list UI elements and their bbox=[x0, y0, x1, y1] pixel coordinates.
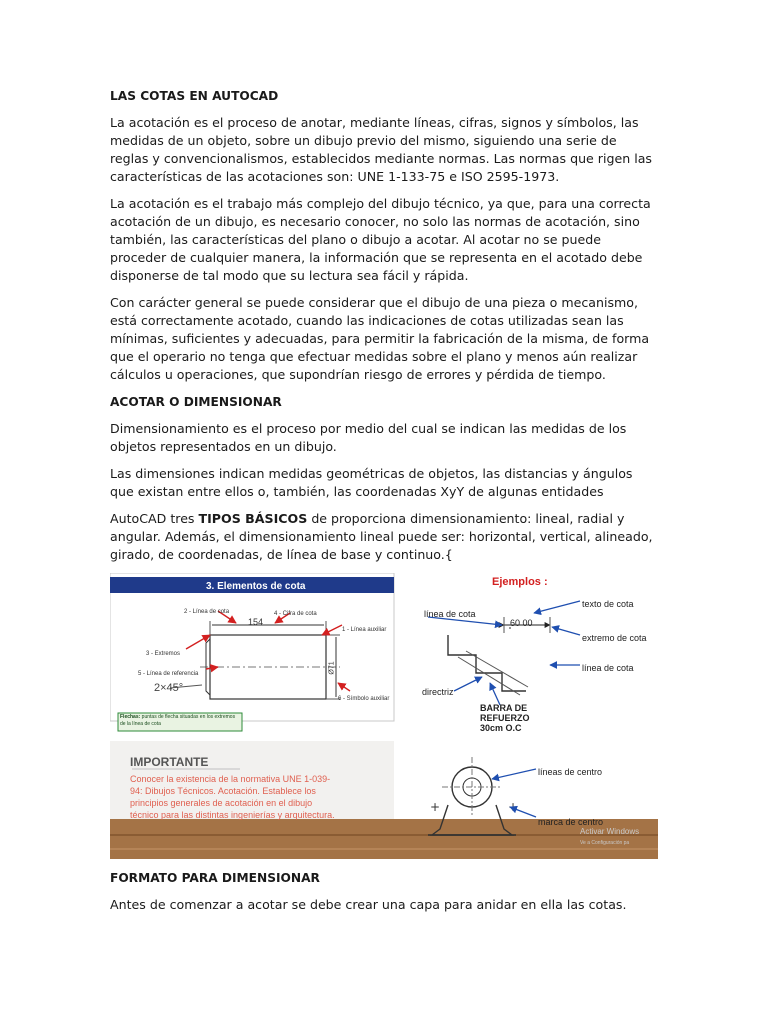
heading-las-cotas: LAS COTAS EN AUTOCAD bbox=[110, 89, 279, 103]
ex-texto-cota: texto de cota bbox=[582, 599, 634, 609]
watermark-line1: Activar Windows bbox=[580, 827, 640, 836]
cotas-figure bbox=[110, 573, 658, 859]
ex-extremo-cota: extremo de cota bbox=[582, 633, 647, 643]
ex-directriz: directriz bbox=[422, 687, 454, 697]
ex-linea-cota-2: línea de cota bbox=[582, 663, 634, 673]
paragraph-3: Con carácter general se puede considerar que el dibujo de una pieza o mecanismo, está correctamente acotado, cuando las indicaciones de cotas utilizadas sean las mínimas, suficientes y adecuadas, para permitir la fabricación de la misma, de forma que el operario no tenga que efectuar medidas sobre el plano y menos aún realizar cálculos u operaciones, que supondrían riesgo de errores y pérdida de tiempo. bbox=[110, 295, 650, 382]
paragraph-7: Antes de comenzar a acotar se debe crear una capa para anidar en ella las cotas. bbox=[110, 897, 627, 912]
paragraph-6-bold: TIPOS BÁSICOS bbox=[198, 511, 308, 526]
ejemplos-title: Ejemplos : bbox=[492, 576, 548, 588]
svg-text:+: + bbox=[508, 800, 519, 814]
ex-lineas-centro: líneas de centro bbox=[538, 767, 603, 777]
ex-barra-line3: 30cm O.C bbox=[480, 723, 522, 733]
paragraph-1: La acotación es el proceso de anotar, mediante líneas, cifras, signos y símbolos, las medidas de un objeto, sobre un dibujo previo del mismo, siguiendo una serie de reglas y convencionalismos, establecidos mediante normas. Las normas que rigen las características de las acotaciones son: UNE 1-133-75 e ISO 2595-1973. bbox=[110, 115, 652, 184]
dim-chamfer: 2×45° bbox=[154, 682, 184, 694]
paragraph-6-text-b: de proporciona dimensionamiento: lineal, radial y angular. Además, el dimensionamiento lineal puede ser: horizontal, vertical, alineado, girado, de coordenadas, de línea de base y continuo.{ bbox=[110, 511, 653, 562]
note-flechas-bold: Flechas: bbox=[120, 714, 141, 720]
importante-title: IMPORTANTE bbox=[130, 755, 209, 769]
label-extremos: 3 - Extremos bbox=[146, 651, 181, 657]
ex-barra-line2: REFUERZO bbox=[480, 713, 530, 723]
heading-acotar: ACOTAR O DIMENSIONAR bbox=[110, 395, 282, 409]
ex-6000: 60 00 bbox=[510, 618, 533, 628]
label-linea-cota: 2 - Línea de cota bbox=[184, 609, 230, 615]
paragraph-6-text-a: AutoCAD tres bbox=[110, 511, 199, 526]
label-cifra-cota: 4 - Cifra de cota bbox=[274, 611, 317, 617]
dim-154: 154 bbox=[248, 617, 264, 627]
heading-formato: FORMATO PARA DIMENSIONAR bbox=[110, 871, 320, 885]
label-linea-auxiliar: 1 - Línea auxiliar bbox=[342, 627, 387, 633]
note-flechas bbox=[120, 714, 240, 728]
watermark-line2: Ve a Configuración pa bbox=[580, 840, 630, 846]
paragraph-2: La acotación es el trabajo más complejo del dibujo técnico, ya que, para una correcta acotación de un dibujo, es necesario conocer, no solo las normas de acotación, sino también, las características del plano o dibujo a acotar. Al acotar no se puede proceder de cualquier manera, la información que se representa en el acotado debe disponerse de tal modo que su lectura sea fácil y rápida. bbox=[110, 196, 651, 283]
paragraph-5: Las dimensiones indican medidas geométricas de objetos, las distancias y ángulos que existan entre ellos o, también, las coordenadas XyY de algunas entidades bbox=[110, 466, 633, 499]
paragraph-6 bbox=[110, 510, 658, 564]
panel-title: 3. Elementos de cota bbox=[206, 581, 306, 592]
dim-vertical: Ø71 bbox=[328, 661, 336, 675]
paragraph-4: Dimensionamiento es el proceso por medio del cual se indican las medidas de los objetos representados en un dibujo. bbox=[110, 421, 627, 454]
importante-text: Conocer la existencia de la normativa UNE 1-039-94: Dibujos Técnicos. Acotación. Establece los principios generales de acotación en el dibujo técnico para las distintas ingenierías y arquitectura. bbox=[130, 774, 335, 820]
note-flechas-text: puntas de flecha situadas en los extremos de la línea de cota bbox=[120, 714, 236, 727]
label-linea-referencia: 5 - Línea de referencia bbox=[138, 671, 199, 677]
ex-marca-centro: marca de centro bbox=[538, 817, 604, 827]
ex-barra-line1: BARRA DE bbox=[480, 703, 528, 713]
ex-linea-cota: línea de cota bbox=[424, 609, 476, 619]
svg-text:+: + bbox=[430, 800, 441, 814]
label-simbolo-auxiliar: 6 - Símbolo auxiliar bbox=[338, 696, 390, 702]
document-body bbox=[110, 87, 658, 923]
